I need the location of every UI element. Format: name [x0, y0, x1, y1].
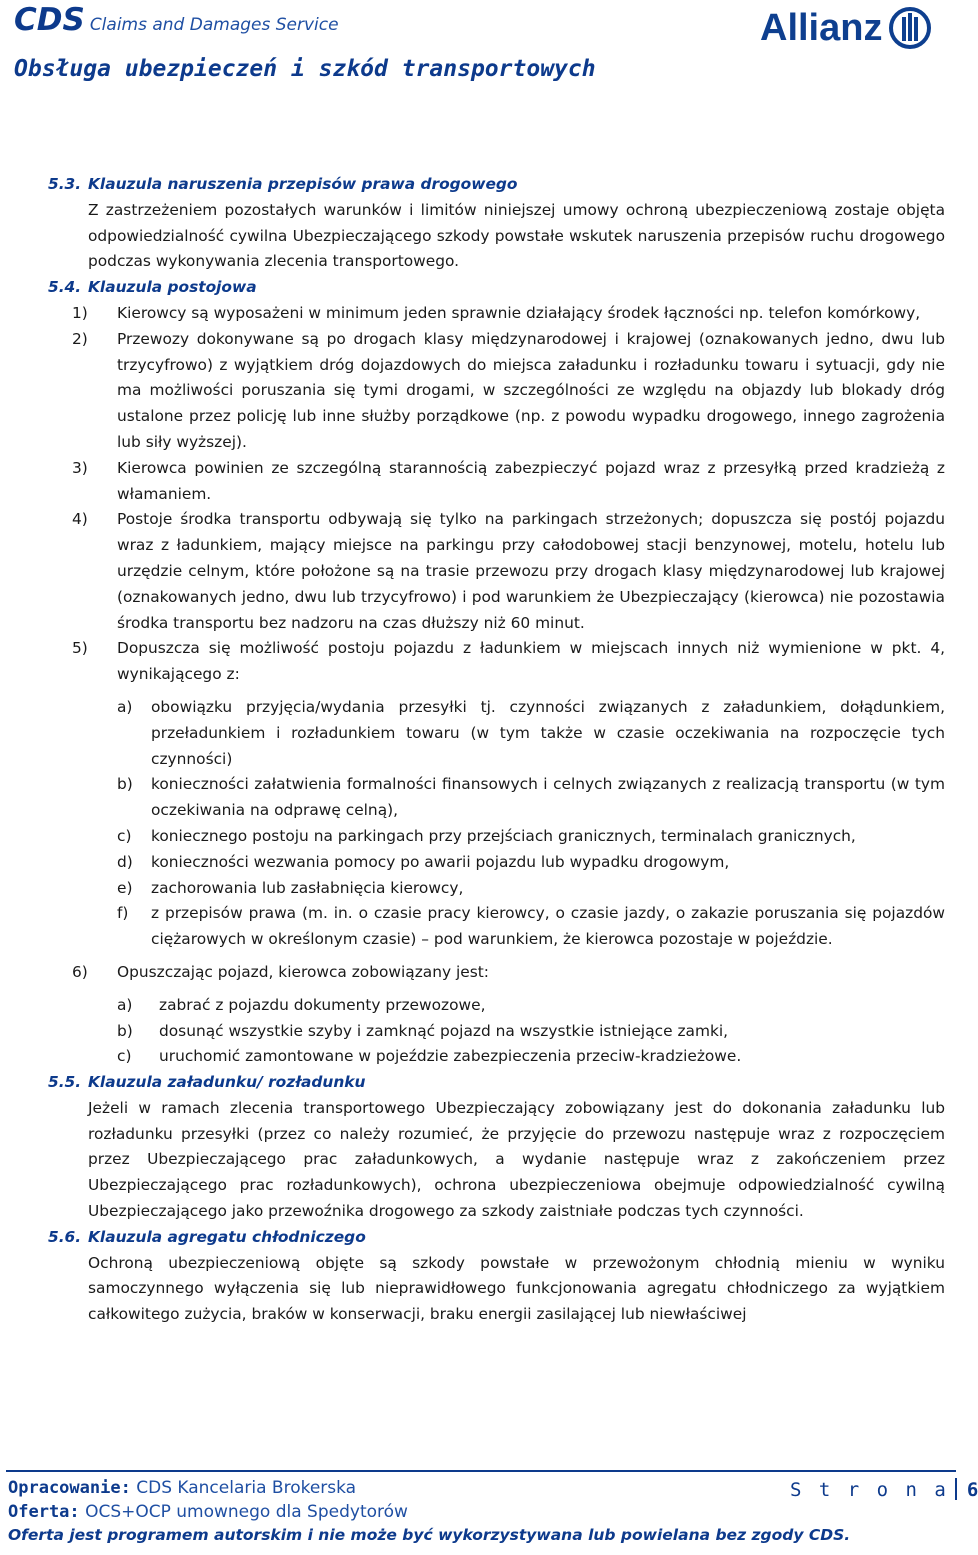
document-body [48, 172, 945, 1328]
section-title: Klauzula postojowa [88, 278, 257, 297]
footer-prepared [8, 1478, 356, 1498]
list-item-text: Kierowcy są wyposażeni w minimum jeden sprawnie działający środek łączności np. telefon komórkowy, [117, 303, 921, 322]
list-item-text: Opuszczając pojazd, kierowca zobowiązany jest: [117, 962, 489, 981]
page-separator [955, 1478, 957, 1500]
list-item-text: Dopuszcza się możliwość postoju pojazdu z ładunkiem w miejscach innych niż wymienione w pkt. 4, wynikającego z: [117, 639, 945, 684]
list-item-number: 6) [72, 962, 88, 981]
list-item-number: 1) [72, 303, 88, 322]
section-title: Klauzula naruszenia przepisów prawa drogowego [88, 175, 518, 193]
sub-item-letter: a) [117, 697, 133, 716]
sub-item-text: zachorowania lub zasłabnięcia kierowcy, [151, 878, 464, 897]
section-heading-5-5 [48, 1070, 945, 1096]
sub-list-item [117, 1044, 945, 1070]
list-item [72, 636, 945, 688]
list-item-number: 3) [72, 458, 88, 477]
list-item-number: 2) [72, 329, 88, 348]
list-item [72, 507, 945, 636]
list-item [72, 327, 945, 456]
logo-text: Allianz [760, 6, 883, 49]
list-item [72, 960, 945, 986]
section-number: 5.6. [48, 1227, 82, 1246]
section-title: Klauzula załadunku/ rozładunku [88, 1073, 366, 1092]
section-number: 5.5. [48, 1073, 82, 1092]
allianz-logo [760, 6, 932, 50]
section-number: 5.4. [48, 278, 82, 297]
sub-list-item [117, 850, 945, 876]
section-text: Ochroną ubezpieczeniową objęte są szkody powstałe w przewożonym chłodnią mieniu w wyniku samoczynnego wyłączenia się lub nieprawidłowego funkcjonowania agregatu chłodniczego za wyjątkiem całkowitego zużycia, braków w konserwacji, braku energii zasilającej lub niewłaściwej [88, 1253, 945, 1324]
brand-name: CDS [14, 2, 85, 38]
list-item [72, 301, 945, 327]
sub-list-item [117, 876, 945, 902]
sub-list-item [117, 824, 945, 850]
spacer [48, 688, 945, 695]
footer-copyright: Oferta jest programem autorskim i nie może być wykorzystywana lub powielana bez zgody CDS. [8, 1526, 851, 1544]
brand-block [14, 2, 339, 38]
list-item-text: Przewozy dokonywane są po drogach klasy międzynarodowej i krajowej (oznakowanych jedno, dwu lub trzycyfrowo) z wyjątkiem dróg dojazdowych do miejsca załadunku i rozładunku towaru i sytuacji, gdy nie ma możliwości poruszania się tymi drogami, w szczególności ze względu na objazdy lub blokady dróg ustalone przez policję lub inne służby porządkowe (np. z powodu wypadku drogowego, innego zagrożenia lub siły wyższej). [117, 329, 945, 451]
sub-list-item [117, 772, 945, 824]
footer-divider [6, 1470, 956, 1472]
list-item [72, 456, 945, 508]
page-number-block [790, 1478, 978, 1501]
footer-offer [8, 1502, 408, 1522]
sub-item-text: dosunąć wszystkie szyby i zamknąć pojazd na wszystkie istniejące zamki, [159, 1021, 729, 1040]
sub-list-item [117, 901, 945, 953]
sub-item-letter: c) [117, 826, 132, 845]
sub-item-letter: e) [117, 878, 133, 897]
sub-list-item [117, 695, 945, 772]
section-heading-5-3 [48, 172, 945, 198]
sub-item-text: konieczności wezwania pomocy po awarii pojazdu lub wypadku drogowym, [151, 852, 730, 871]
sub-list-item [117, 993, 945, 1019]
sub-item-text: uruchomić zamontowane w pojeździe zabezpieczenia przeciw-kradzieżowe. [159, 1047, 742, 1066]
offer-label: Oferta: [8, 1502, 80, 1522]
document-title: Obsługa ubezpieczeń i szkód transportowych [14, 56, 596, 82]
offer-value: OCS+OCP umownego dla Spedytorów [85, 1502, 408, 1522]
sub-item-letter: f) [117, 904, 129, 923]
sub-item-letter: a) [117, 995, 133, 1014]
page-header [0, 0, 960, 100]
section-heading-5-4 [48, 275, 945, 301]
page-label: S t r o n a [790, 1479, 949, 1501]
sub-item-text: koniecznego postoju na parkingach przy przejściach granicznych, terminalach granicznych, [151, 826, 856, 845]
list-item-text: Kierowca powinien ze szczególną starannością zabezpieczyć pojazd wraz z przesyłką przed kradzieżą z włamaniem. [117, 458, 945, 503]
section-text: Z zastrzeżeniem pozostałych warunków i limitów niniejszej umowy ochroną ubezpieczeniową zostaje objęta odpowiedzialność cywilna Ubezpieczającego szkody powstałe wskutek naruszenia przepisów ruchu drogowego podczas wykonywania zlecenia transportowego. [88, 200, 945, 271]
sub-item-text: zabrać z pojazdu dokumenty przewozowe, [159, 995, 486, 1014]
sub-item-letter: b) [117, 775, 133, 794]
list-item-text: Postoje środka transportu odbywają się tylko na parkingach strzeżonych; dopuszcza się postój pojazdu wraz z ładunkiem, mający miejsce na parkingu przy całodobowej stacji benzynowej, motelu, hotelu lub urzędzie celnym, które położone są na trasie przewozu przy drogach klasy międzynarodowej lub krajowej (oznakowanych jedno, dwu lub trzycyfrowo) i pod warunkiem że Ubezpieczający (kierowca) nie pozostawia środka transportu bez nadzoru na czas dłuższy niż 60 minut. [117, 510, 945, 632]
sub-item-letter: d) [117, 852, 133, 871]
spacer [48, 953, 945, 960]
brand-subtitle: Claims and Damages Service [89, 15, 339, 35]
sub-item-letter: c) [117, 1047, 132, 1066]
spacer [48, 986, 945, 993]
prepared-label: Opracowanie: [8, 1478, 131, 1498]
sub-item-text: konieczności załatwienia formalności finansowych i celnych związanych z realizacją transportu (w tym oczekiwania na odprawę celną), [151, 775, 945, 820]
list-item-number: 4) [72, 510, 88, 529]
prepared-value: CDS Kancelaria Brokerska [136, 1478, 357, 1498]
sub-list-item [117, 1019, 945, 1045]
sub-item-text: obowiązku przyjęcia/wydania przesyłki tj. czynności związanych z załadunkiem, dołądunkiem, przeładunkiem i rozładunkiem towaru (w tym także w czasie oczekiwania na rozpoczęcie tych czynności) [151, 697, 945, 768]
list-item-number: 5) [72, 639, 88, 658]
section-text: Jeżeli w ramach zlecenia transportowego Ubezpieczający zobowiązany jest do dokonania załadunku lub rozładunku przesyłki (przez co należy rozumieć, że przyjęcie do przewozu następuje wraz z rozpoczęciem przez Ubezpieczającego prac załadunkowych, a wydanie następuje wraz z zakończeniem przez Ubezpieczającego prac rozładunkowych), ochrona ubezpieczeniowa obejmuje odpowiedzialność cywilną Ubezpieczającego jako przewoźnika drogowego za szkody zaistniałe podczas tych czynności. [88, 1098, 945, 1221]
section-heading-5-6 [48, 1225, 945, 1251]
allianz-eagle-icon [888, 6, 932, 50]
section-title: Klauzula agregatu chłodniczego [88, 1227, 366, 1246]
sub-item-text: z przepisów prawa (m. in. o czasie pracy kierowcy, o czasie jazdy, o zakazie poruszania się pojazdów ciężarowych w określonym czasie) – pod warunkiem, że kierowca pozostaje w pojeździe. [151, 904, 945, 949]
page-number: 6 [966, 1479, 978, 1501]
section-number: 5.3. [48, 175, 82, 193]
sub-item-letter: b) [117, 1021, 133, 1040]
